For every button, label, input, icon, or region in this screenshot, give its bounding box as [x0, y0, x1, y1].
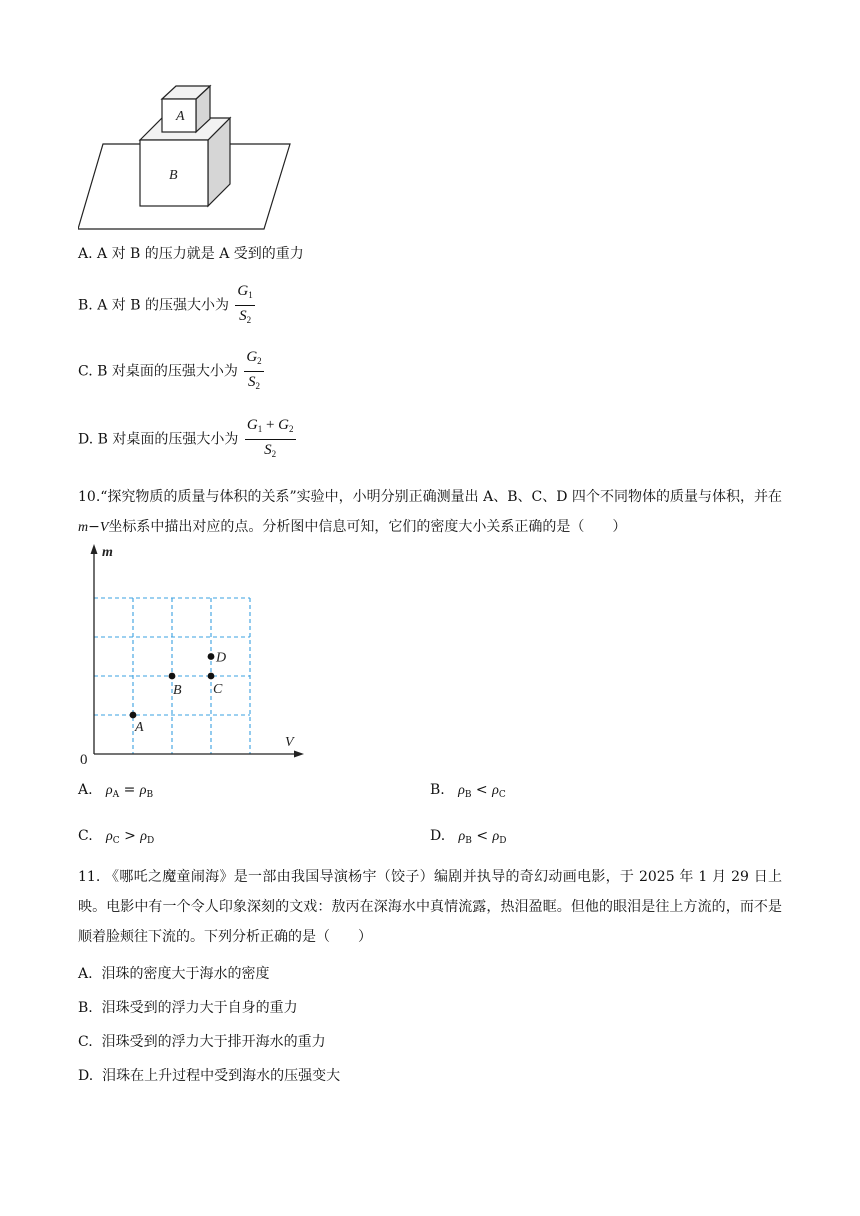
data-point-d: [208, 653, 215, 660]
x-axis-label: V: [285, 735, 294, 750]
question-text: 《哪吒之魔童闹海》是一部由我国导演杨宇（饺子）编剧并执导的奇幻动画电影，于 2025 年 1 月 29 日上映。电影中有一个令人印象深刻的文戏：敖丙在深海水中真情流露，热泪盈眶。但他的眼泪是往上方流的，而不是顺着脸颊往下流的。下列分析正确的是（ ）: [78, 869, 782, 945]
q11-option-d: [78, 1066, 340, 1086]
option-text: B 对桌面的压强大小为: [97, 363, 238, 380]
option-key: C.: [78, 363, 93, 380]
option-text: 泪珠的密度大于海水的密度: [101, 966, 270, 982]
mv-graph: [74, 540, 310, 768]
blocks-figure: [78, 84, 294, 232]
question-text-2: 坐标系中描出对应的点。分析图中信息可知，它们的密度大小关系正确的是（ ）: [108, 519, 627, 535]
option-text: 泪珠受到的浮力大于排开海水的重力: [101, 1034, 326, 1050]
option-text: B 对桌面的压强大小为: [97, 431, 239, 448]
fraction: $\frac{G_1 + G_2}{S_2}$: [246, 417, 294, 459]
q10-option-c: C. $\rho_C > \rho_D$: [78, 828, 155, 846]
q10-option-a: A. $\rho_A = \rho_B$: [78, 782, 154, 800]
option-text: A 对 B 的压力就是 A 受到的重力: [97, 246, 304, 262]
question-number: 10.: [78, 489, 101, 505]
question-text-1: “探究物质的质量与体积的关系”实验中，小明分别正确测量出 A、B、C、D 四个不同物体的质量与体积，并在: [100, 489, 782, 505]
origin-label: 0: [80, 752, 88, 768]
option-text: A 对 B 的压强大小为: [97, 297, 229, 314]
x-axis-arrow: [294, 751, 304, 758]
q10-option-d: D. $\rho_B < \rho_D$: [430, 828, 507, 846]
option-key: D.: [78, 431, 94, 448]
option-key: B.: [430, 782, 445, 798]
q9-option-a: [78, 244, 304, 264]
block-a-label: A: [176, 109, 185, 124]
q11-option-a: [78, 964, 269, 984]
q10-option-b: B. $\rho_B < \rho_C$: [430, 782, 506, 800]
option-key: C.: [78, 1034, 93, 1050]
q11-option-b: [78, 998, 298, 1018]
data-point-c: [208, 673, 215, 680]
data-label-b: B: [173, 683, 182, 698]
q9-option-c: [78, 348, 264, 395]
data-label-d: D: [216, 650, 227, 666]
data-point-b: [169, 673, 176, 680]
block-b-label: B: [169, 168, 178, 183]
q9-option-b: [78, 282, 255, 329]
y-axis-arrow: [91, 544, 98, 554]
data-label-c: C: [213, 682, 223, 697]
option-key: B.: [78, 297, 93, 314]
option-key: A.: [78, 246, 93, 262]
fraction: $\frac{G_1}{S_2}$: [237, 283, 253, 325]
math-dash: −: [88, 519, 100, 535]
option-key: B.: [78, 1000, 93, 1016]
q11-stem: [78, 862, 782, 952]
q11-option-c: [78, 1032, 326, 1052]
option-text: 泪珠受到的浮力大于自身的重力: [101, 1000, 298, 1016]
data-label-a: A: [135, 720, 144, 735]
option-key: D.: [430, 828, 446, 844]
q10-stem: [78, 482, 782, 543]
option-key: A.: [78, 966, 93, 982]
option-key: A.: [78, 782, 93, 798]
option-text: 泪珠在上升过程中受到海水的压强变大: [102, 1068, 341, 1084]
fraction: $\frac{G_2}{S_2}$: [246, 349, 262, 391]
question-number: 11.: [78, 869, 101, 885]
y-axis-label: m: [102, 545, 113, 560]
math-m: m: [78, 520, 89, 535]
data-point-a: [130, 712, 137, 719]
option-key: C.: [78, 828, 93, 844]
option-key: D.: [78, 1068, 94, 1084]
q9-option-d: [78, 416, 296, 463]
math-v: V: [99, 520, 109, 535]
